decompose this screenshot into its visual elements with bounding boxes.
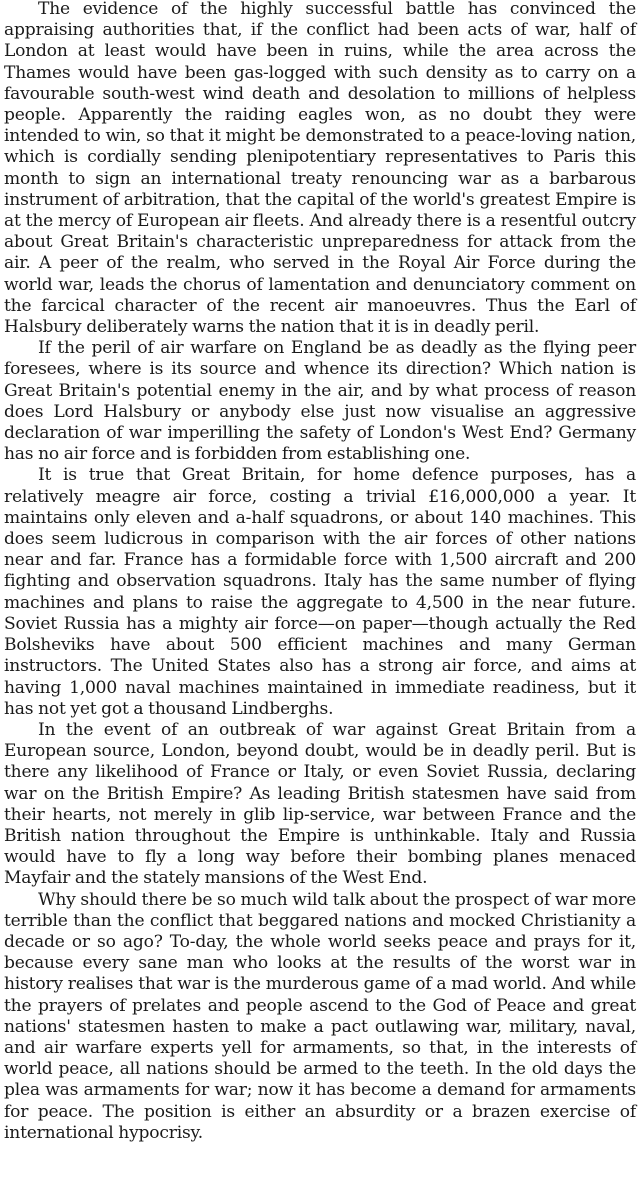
article-body (4, 0, 636, 1144)
paragraph: It is true that Great Britain, for home defence purposes, has a relatively meagre air force, costing a trivial £16,000,000 a year. It maintains only eleven and a-half squadrons, or about 140 machines. This does seem ludicrous in comparison with the air forces of other nations near and far. France has a formidable force with 1,500 aircraft and 200 fighting and observation squadrons. Italy has the same number of flying machines and plans to raise the aggregate to 4,500 in the near future. Soviet Russia has a mighty air force—on paper—though actually the Red Bolsheviks have about 500 efficient machines and many German instructors. The United States also has a strong air force, and aims at having 1,000 naval machines maintained in immediate readiness, but it has not yet got a thousand Lindberghs. (4, 465, 636, 719)
paragraph: In the event of an outbreak of war against Great Britain from a European source, London, beyond doubt, would be in deadly peril. But is there any likelihood of France or Italy, or even Soviet Russia, declaring war on the British Empire? As leading British statesmen have said from their hearts, not merely in glib lip-service, war between France and the British nation throughout the Empire is unthinkable. Italy and Russia would have to fly a long way before their bombing planes menaced Mayfair and the stately mansions of the West End. (4, 719, 636, 889)
paragraph: If the peril of air warfare on England be as deadly as the flying peer foresees, where is its source and whence its direction? Which nation is Great Britain's potential enemy in the air, and by what process of reason does Lord Halsbury or anybody else just now visualise an aggressive declaration of war imperilling the safety of London's West End? Germany has no air force and is forbidden from establishing one. (4, 338, 636, 465)
paragraph: The evidence of the highly successful battle has convinced the appraising authorities that, if the conflict had been acts of war, half of London at least would have been in ruins, while the area across the Thames would have been gas-logged with such density as to carry on a favourable south-west wind death and desolation to millions of helpless people. Apparently the raiding eagles won, as no doubt they were intended to win, so that it might be demonstrated to a peace-loving nation, which is cordially sending plenipotentiary representatives to Paris this month to sign an international treaty renouncing war as a barbarous instrument of arbitration, that the capital of the world's greatest Empire is at the mercy of European air fleets. And already there is a resentful outcry about Great Britain's characteristic unpreparedness for attack from the air. A peer of the realm, who served in the Royal Air Force during the world war, leads the chorus of lamentation and denunciatory comment on the farcical character of the recent air manoeuvres. Thus the Earl of Halsbury deliberately warns the nation that it is in deadly peril. (4, 0, 636, 338)
paragraph: Why should there be so much wild talk about the prospect of war more terrible than the conflict that beggared nations and mocked Christianity a decade or so ago? To-day, the whole world seeks peace and prays for it, because every sane man who looks at the results of the worst war in history realises that war is the murderous game of a mad world. And while the prayers of prelates and people ascend to the God of Peace and great nations' statesmen hasten to make a pact outlawing war, military, naval, and air warfare experts yell for armaments, so that, in the interests of world peace, all nations should be armed to the teeth. In the old days the plea was armaments for war; now it has become a demand for armaments for peace. The position is either an absurdity or a brazen exercise of international hypocrisy. (4, 889, 636, 1143)
